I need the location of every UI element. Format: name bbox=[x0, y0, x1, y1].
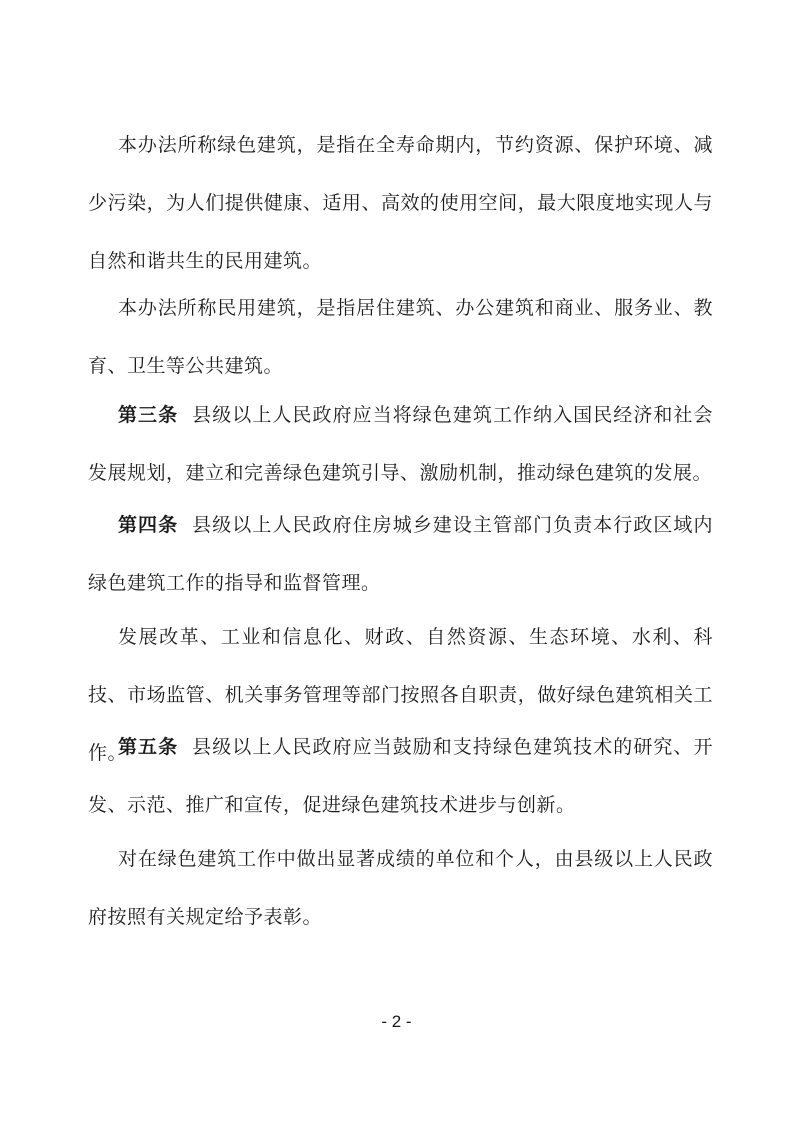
paragraph-text: 发展改革、工业和信息化、财政、自然资源、生态环境、水利、科技、市场监管、机关事务管理等部门按照各自职责，做好绿色建筑相关工作。 bbox=[88, 626, 713, 764]
paragraph-text: 对在绿色建筑工作中做出显著成绩的单位和个人，由县级以上人民政府按照有关规定给予表彰。 bbox=[88, 848, 713, 928]
article-heading: 第四条 bbox=[118, 514, 179, 536]
paragraph-text: 县级以上人民政府应当鼓励和支持绿色建筑技术的研究、开发、示范、推广和宣传，促进绿色建筑技术进步与创新。 bbox=[88, 736, 713, 816]
paragraph-commendation bbox=[88, 830, 713, 946]
page-number: - 2 - bbox=[381, 1012, 412, 1031]
paragraph-text: 本办法所称民用建筑，是指居住建筑、办公建筑和商业、服务业、教育、卫生等公共建筑。 bbox=[88, 297, 713, 377]
paragraph-text: 县级以上人民政府住房城乡建设主管部门负责本行政区域内绿色建筑工作的指导和监督管理。 bbox=[88, 514, 713, 594]
article-heading: 第三条 bbox=[118, 404, 179, 426]
paragraph-article-3 bbox=[88, 386, 713, 502]
paragraph-text: 本办法所称绿色建筑，是指在全寿命期内，节约资源、保护环境、减少污染，为人们提供健康、适用、高效的使用空间，最大限度地实现人与自然和谐共生的民用建筑。 bbox=[88, 134, 713, 272]
paragraph-civil-building-definition bbox=[88, 279, 713, 395]
paragraph-article-4 bbox=[88, 496, 713, 612]
paragraph-green-building-definition bbox=[88, 116, 713, 290]
paragraph-article-5 bbox=[88, 718, 713, 834]
article-heading: 第五条 bbox=[118, 736, 179, 758]
paragraph-text: 县级以上人民政府应当将绿色建筑工作纳入国民经济和社会发展规划，建立和完善绿色建筑引导、激励机制，推动绿色建筑的发展。 bbox=[88, 404, 713, 484]
